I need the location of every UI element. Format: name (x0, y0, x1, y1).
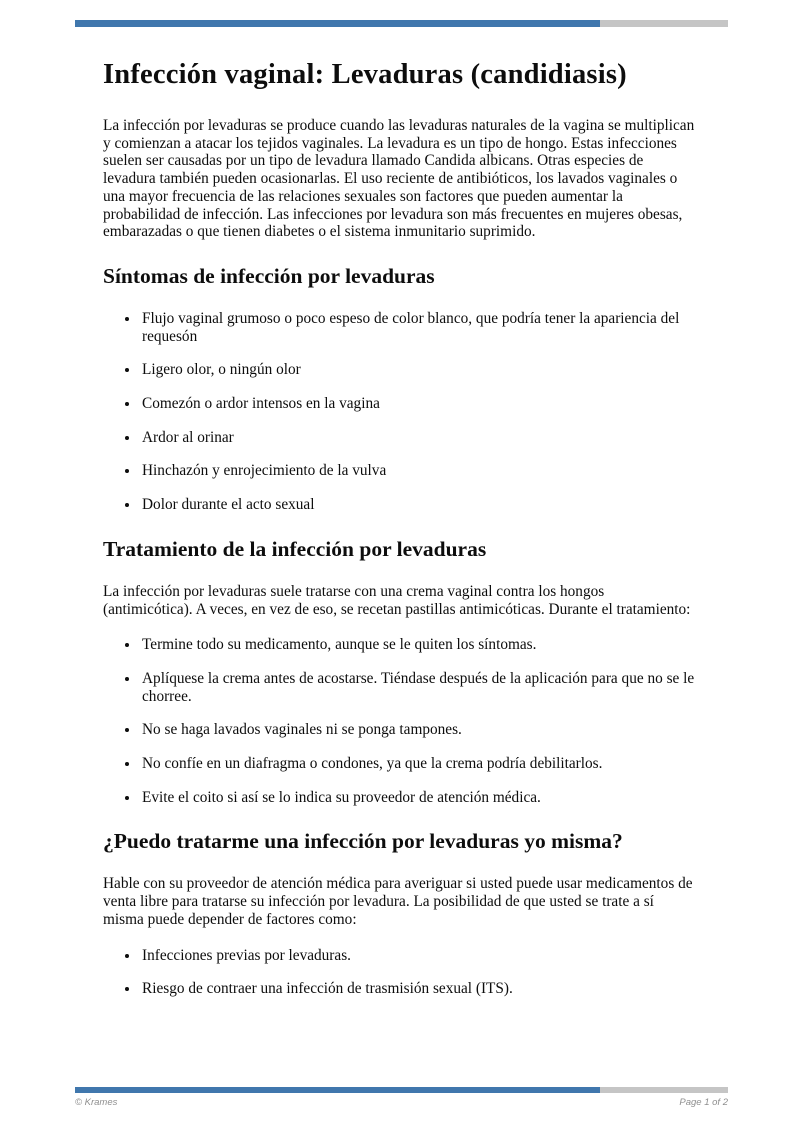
footer-accent-bar (75, 1087, 728, 1093)
list-item: • Ardor al orinar (140, 429, 697, 447)
symptoms-list (103, 310, 697, 514)
section-heading-tratamiento: Tratamiento de la infección por levaduras (103, 536, 487, 561)
footer-accent-bar-gray-segment (600, 1087, 728, 1093)
list-item: • Riesgo de contraer una infección de trasmisión sexual (ITS). (140, 980, 697, 998)
footer-accent-bar-blue-segment (75, 1087, 600, 1093)
list-item: • Infecciones previas por levaduras. (140, 947, 697, 965)
list-item: • Flujo vaginal grumoso o poco espeso de color blanco, que podría tener la apariencia del requesón (140, 310, 697, 345)
section-heading-sintomas: Síntomas de infección por levaduras (103, 263, 435, 288)
treatment-paragraph: La infección por levaduras suele tratarse con una crema vaginal contra los hongos (antimicótica). A veces, en vez de eso, se recetan pastillas antimicóticas. Durante el tratamiento: (103, 582, 691, 618)
self-treatment-factors-list (103, 947, 697, 998)
list-item: • No confíe en un diafragma o condones, ya que la crema podría debilitarlos. (140, 755, 697, 773)
intro-paragraph: La infección por levaduras se produce cuando las levaduras naturales de la vagina se multiplican y comienzan a atacar los tejidos vaginales. La levadura es un tipo de hongo. Estas infecciones suelen ser causadas por un tipo de levadura llamado Candida albicans. Otras especies de levadura también pueden ocasionarlas. El uso reciente de antibióticos, los lavados vaginales o una mayor frecuencia de las relaciones sexuales son factores que pueden aumentar la probabilidad de infección. Las infecciones por levadura son más frecuentes en mujeres obesas, embarazadas o que tienen diabetes o el sistema inmunitario suprimido. (103, 117, 695, 241)
self-treatment-paragraph: Hable con su proveedor de atención médica para averiguar si usted puede usar medicamentos de venta libre para tratarse su infección por levadura. La posibilidad de que usted se trate a sí misma puede depender de factores como: (103, 875, 693, 928)
treatment-list (103, 636, 697, 806)
page-number: Page 1 of 2 (679, 1097, 728, 1108)
document-content (103, 55, 697, 1014)
list-item: • Comezón o ardor intensos en la vagina (140, 395, 697, 413)
top-accent-bar-blue-segment (75, 20, 600, 27)
page-footer (75, 1097, 728, 1108)
list-item: • Termine todo su medicamento, aunque se le quiten los síntomas. (140, 636, 697, 654)
top-accent-bar-gray-segment (600, 20, 728, 27)
top-accent-bar (75, 20, 728, 27)
section-heading-autotratamiento: ¿Puedo tratarme una infección por levaduras yo misma? (103, 829, 623, 854)
list-item: • Hinchazón y enrojecimiento de la vulva (140, 462, 697, 480)
list-item: • Evite el coito si así se lo indica su proveedor de atención médica. (140, 789, 697, 807)
copyright-text: © Krames (75, 1097, 118, 1108)
list-item: • Aplíquese la crema antes de acostarse. Tiéndase después de la aplicación para que no se le chorree. (140, 670, 697, 705)
list-item: • Ligero olor, o ningún olor (140, 361, 697, 379)
list-item: • Dolor durante el acto sexual (140, 496, 697, 514)
list-item: • No se haga lavados vaginales ni se ponga tampones. (140, 721, 697, 739)
page-title: Infección vaginal: Levaduras (candidiasis) (103, 59, 627, 90)
